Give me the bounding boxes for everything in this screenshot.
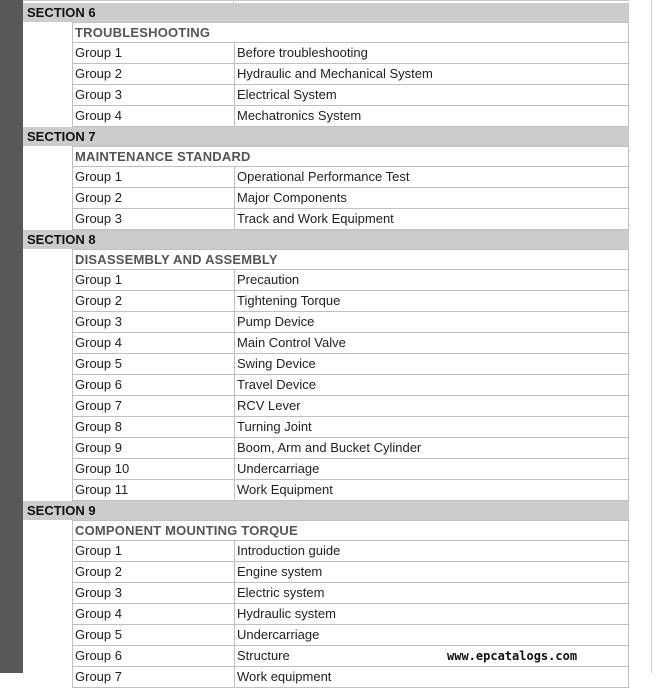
group-cell: Group 6 [72,375,235,395]
group-cell: Group 4 [72,333,235,353]
left-margin-bar [0,0,23,673]
group-cell: Group 9 [72,438,235,458]
table-row [72,290,629,311]
group-cell: Group 2 [72,64,235,84]
title-cell: Hydraulic and Mechanical System [235,64,629,84]
group-cell: Group 1 [72,270,235,290]
title-cell: Swing Device [235,354,629,374]
section-header: SECTION 8 [23,230,629,249]
title-cell: Tightening Torque [235,291,629,311]
table-row [72,603,629,624]
table-row [72,187,629,208]
title-cell: Work Equipment [235,480,629,500]
table-row [72,353,629,374]
table-row [72,42,629,63]
title-cell: Boom, Arm and Bucket Cylinder [235,438,629,458]
title-cell: Turning Joint [235,417,629,437]
group-cell: Group 3 [72,85,235,105]
table-row [72,437,629,458]
table-row [72,540,629,561]
group-cell: Group 7 [72,396,235,416]
section-table [72,249,629,501]
table-row [72,395,629,416]
group-cell: Group 10 [72,459,235,479]
table-row [72,269,629,290]
table-row [72,666,629,688]
title-cell: Before troubleshooting [235,43,629,63]
group-cell: Group 3 [72,209,235,229]
watermark: www.epcatalogs.com [447,649,578,663]
section-header: SECTION 7 [23,127,629,146]
group-cell: Group 2 [72,291,235,311]
group-cell: Group 11 [72,480,235,500]
title-cell: Travel Device [235,375,629,395]
table-row [72,458,629,479]
title-cell: Main Control Valve [235,333,629,353]
title-cell: Introduction guide [235,541,629,561]
group-cell: Group 4 [72,106,235,126]
scrollbar-track[interactable] [651,0,660,673]
title-cell: Work equipment [235,667,629,687]
group-cell: Group 2 [72,188,235,208]
title-cell: Structure [235,646,629,666]
group-cell: Group 1 [72,541,235,561]
group-cell: Group 1 [72,167,235,187]
table-row [72,63,629,84]
table-row [72,561,629,582]
title-cell: Undercarriage [235,625,629,645]
section-subtitle: MAINTENANCE STANDARD [72,146,629,166]
group-cell: Group 8 [72,417,235,437]
title-cell: Electrical System [235,85,629,105]
section-block [23,3,629,127]
table-row [72,105,629,127]
table-row [72,332,629,353]
section-block [23,230,629,501]
contents-table [23,3,629,688]
section-subtitle: TROUBLESHOOTING [72,22,629,42]
title-cell: Operational Performance Test [235,167,629,187]
group-cell: Group 4 [72,604,235,624]
title-cell: Undercarriage [235,459,629,479]
group-cell: Group 3 [72,312,235,332]
table-row [72,479,629,501]
title-cell: Electric system [235,583,629,603]
group-cell: Group 1 [72,43,235,63]
title-cell: Engine system [235,562,629,582]
section-subtitle: COMPONENT MOUNTING TORQUE [72,520,629,540]
table-row [72,311,629,332]
title-cell: Precaution [235,270,629,290]
table-row [72,624,629,645]
group-cell: Group 5 [72,354,235,374]
section-table [72,22,629,127]
table-row [72,582,629,603]
section-header: SECTION 9 [23,501,629,520]
title-cell: Major Components [235,188,629,208]
table-row [72,84,629,105]
title-cell: Pump Device [235,312,629,332]
group-cell: Group 6 [72,646,235,666]
group-cell: Group 2 [72,562,235,582]
section-subtitle: DISASSEMBLY AND ASSEMBLY [72,249,629,269]
table-row [72,166,629,187]
group-cell: Group 5 [72,625,235,645]
title-cell: Track and Work Equipment [235,209,629,229]
table-row [72,416,629,437]
group-cell: Group 7 [72,667,235,687]
table-row [72,208,629,230]
title-cell: Hydraulic system [235,604,629,624]
title-cell: Mechatronics System [235,106,629,126]
table-row [72,374,629,395]
group-cell: Group 3 [72,583,235,603]
title-cell: RCV Lever [235,396,629,416]
section-block [23,127,629,230]
section-table [72,146,629,230]
section-header: SECTION 6 [23,3,629,22]
